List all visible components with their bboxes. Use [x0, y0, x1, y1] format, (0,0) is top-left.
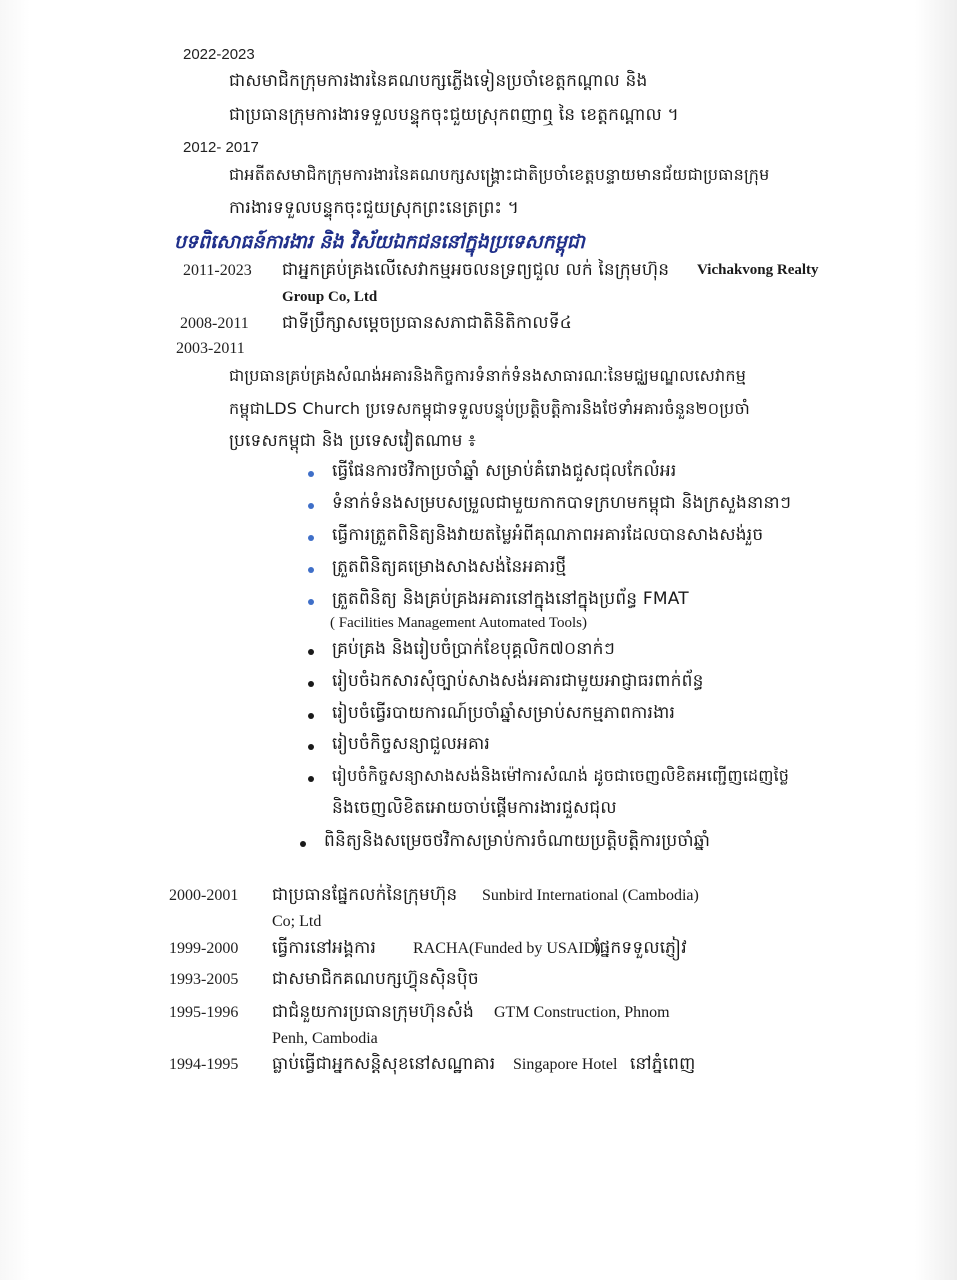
bullet-marker: [308, 649, 314, 655]
bullet-marker: [308, 567, 314, 573]
entry-1994-kh-b: នៅភ្នំពេញ: [630, 1054, 696, 1074]
bullet-marker: [308, 681, 314, 687]
bullet-marker: [308, 776, 314, 782]
entry-1995-line-2-en: Penh, Cambodia: [272, 1030, 378, 1047]
entry-2022-line-1: ជាសមាជិកក្រុមការងារនៃគណបក្សភ្លើងទៀនប្រចាំខេត្តកណ្តាល និង: [229, 71, 648, 91]
bullet-item-5: ត្រួតពិនិត្យ និងគ្រប់គ្រងអគារនៅក្នុងនៅក្នុងប្រព័ន្ធ FMAT: [332, 589, 689, 609]
bullet-item-8: រៀបចំធ្វើរបាយការណ៍ប្រចាំឆ្នាំសម្រាប់សកម្មភាពការងារ: [332, 703, 676, 723]
year-2003-2011: 2003-2011: [176, 340, 245, 357]
entry-1999-kh-b: ផ្នែកទទួលភ្ញៀវ: [594, 938, 687, 958]
entry-2003-line-3: ប្រទេសកម្ពុជា និង ប្រទេសវៀតណាម ៖: [229, 431, 476, 451]
bullet-item-4: ត្រួតពិនិត្យគម្រោងសាងសង់នៃអគារថ្មី: [332, 557, 567, 577]
entry-1994-en: Singapore Hotel: [513, 1056, 618, 1073]
year-2011-2023: 2011-2023: [183, 262, 252, 279]
entry-2011-line-2-en: Group Co, Ltd: [282, 289, 378, 305]
entry-2011-line-1-en: Vichakvong Realty: [697, 262, 819, 278]
year-1994-1995: 1994-1995: [169, 1056, 239, 1073]
bullet-item-9: រៀបចំកិច្ចសន្យាជួលអគារ: [332, 734, 490, 754]
entry-1999-kh-a: ធ្វើការនៅអង្គការ: [272, 938, 377, 958]
bullet-marker: [308, 535, 314, 541]
bullet-item-2: ទំនាក់ទំនងសម្របសម្រួលជាមួយកាកបាទក្រហមកម្ពុជា និងក្រសួងនានាៗ: [332, 493, 792, 513]
year-1995-1996: 1995-1996: [169, 1004, 239, 1021]
bullet-item-6: គ្រប់គ្រង និងរៀបចំប្រាក់ខែបុគ្គលិក៧០នាក់ៗ: [332, 639, 616, 659]
entry-1999-en: RACHA(Funded by USAID): [413, 940, 601, 957]
bullet-marker: [308, 471, 314, 477]
bullet-item-5-sub: ( Facilities Management Automated Tools): [330, 615, 587, 631]
year-2012-2017: 2012- 2017: [183, 139, 259, 156]
bullet-item-1: ធ្វើផែនការថវិកាប្រចាំឆ្នាំ សម្រាប់គំរោងជួសជុលកែលំអរ: [332, 461, 677, 481]
entry-1994-kh-a: ធ្លាប់ធ្វើជាអ្នកសន្តិសុខនៅសណ្ឋាគារ: [272, 1054, 496, 1074]
year-1999-2000: 1999-2000: [169, 940, 239, 957]
bullet-marker: [308, 713, 314, 719]
year-1993-2005: 1993-2005: [169, 971, 239, 988]
year-2022-2023: 2022-2023: [183, 46, 255, 63]
entry-2000-line-1-kh: ជាប្រធានផ្នែកលក់នៃក្រុមហ៊ុន: [272, 885, 458, 905]
entry-1995-line-1-kh: ជាជំនួយការប្រធានក្រុមហ៊ុនសំង់: [272, 1002, 474, 1022]
entry-2011-line-1-kh: ជាអ្នកគ្រប់គ្រងលើសេវាកម្មអចលនទ្រព្យជួល លក់ នៃក្រុមហ៊ុន: [282, 260, 670, 280]
entry-2012-line-1: ជាអតីតសមាជិកក្រុមការងារនៃគណបក្សសង្គ្រោះជាតិប្រចាំខេត្តបន្ទាយមានជ័យជាប្រធានក្រុម: [229, 165, 770, 184]
bullet-item-10-line-2: និងចេញលិខិតអោយចាប់ផ្តើមការងារជួសជុល: [332, 798, 617, 818]
bullet-item-10: រៀបចំកិច្ចសន្យាសាងសង់និងម៉ៅការសំណង់ ដូចជាចេញលិខិតអញ្ជើញដេញថ្លៃ: [332, 766, 790, 785]
bullet-item-11: ពិនិត្យនិងសម្រេចថវិកាសម្រាប់ការចំណាយប្រត្តិបត្តិការប្រចាំឆ្នាំ: [324, 831, 711, 851]
entry-1993-line: ជាសមាជិកគណបក្សហ៊្វុនស៊ិនប៉ិច: [272, 969, 479, 989]
entry-2012-line-2: ការងារទទួលបន្ទុកចុះជួយស្រុកព្រះនេត្រព្រះ ។: [229, 198, 520, 218]
section-heading: បទពិសោធន៍ការងារ និង វិស័យឯកជននៅក្នុងប្រទេសកម្ពុជា: [174, 231, 585, 253]
bullet-item-7: រៀបចំឯកសារសុំច្បាប់សាងសង់អគារជាមួយអាជ្ញាធរពាក់ព័ន្ធ: [332, 671, 704, 691]
bullet-marker: [300, 841, 306, 847]
bullet-marker: [308, 744, 314, 750]
entry-2000-line-1-en: Sunbird International (Cambodia): [482, 887, 699, 904]
bullet-marker: [308, 503, 314, 509]
year-2000-2001: 2000-2001: [169, 887, 239, 904]
bullet-item-3: ធ្វើការត្រួតពិនិត្យនិងវាយតម្លៃអំពីគុណភាពអគារដែលបានសាងសង់រួច: [332, 525, 764, 545]
entry-2003-line-1: ជាប្រធានគ្រប់គ្រងសំណង់អគារនិងកិច្ចការទំនាក់ទំនងសាធារណៈនៃមជ្ឈមណ្ឌលសេវាកម្ម: [229, 366, 747, 385]
entry-1995-line-1-en: GTM Construction, Phnom: [494, 1004, 670, 1021]
entry-2003-line-2: កម្ពុជាLDS Church ប្រទេសកម្ពុជាទទួលបន្ទុប់ប្រត្តិបត្តិការនិងថែទាំអគារចំនួន២០ប្រចាំ: [229, 399, 750, 418]
entry-2008-line: ជាទីប្រឹក្សាសម្តេចប្រធានសភាជាតិនិតិកាលទី៤: [282, 313, 572, 333]
year-2008-2011: 2008-2011: [180, 315, 249, 332]
entry-2000-line-2-en: Co; Ltd: [272, 913, 322, 930]
bullet-marker: [308, 599, 314, 605]
entry-2022-line-2: ជាប្រធានក្រុមការងារទទួលបន្ទុកចុះជួយស្រុកពញាឮ នៃ ខេត្តកណ្តាល ។: [229, 105, 679, 125]
